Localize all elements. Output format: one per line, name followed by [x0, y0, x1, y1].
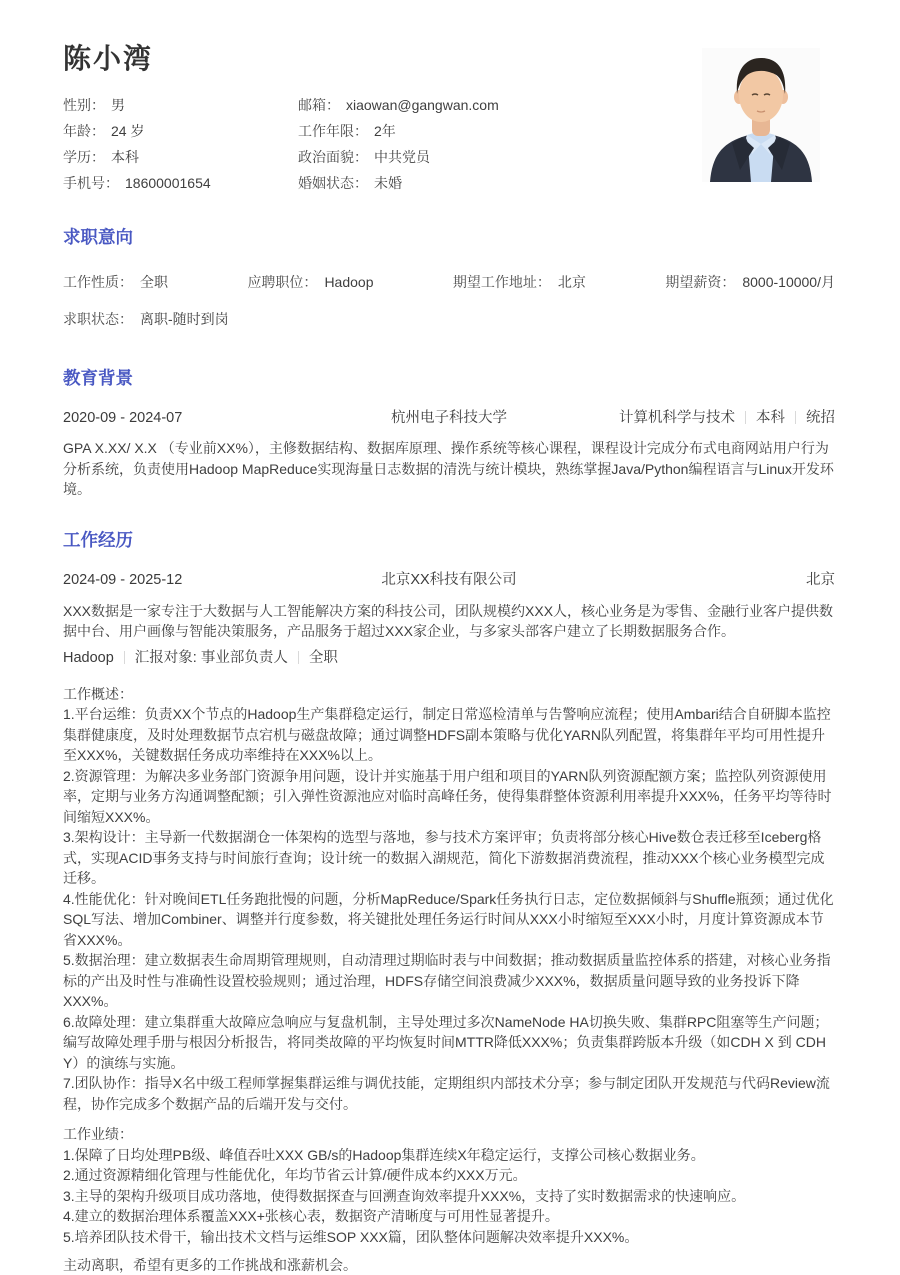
leave-reason: 主动离职，希望有更多的工作挑战和涨薪机会。 — [63, 1257, 357, 1273]
work-meta-line — [63, 649, 835, 667]
education-period: 2020-09 - 2024-07 — [63, 410, 183, 426]
work-report-to: 汇报对象: 事业部负责人 — [134, 649, 288, 666]
candidate-name: 陈小湾 — [63, 43, 154, 74]
work-entry-row — [63, 571, 835, 589]
job-intent-title: 求职意向 — [63, 227, 133, 247]
company-intro: XXX数据是一家专注于大数据与人工智能解决方案的科技公司，团队规模约XXX人，核心业务是为零售、金融行业客户提供数据中台、用户画像与智能决策服务，产品服务于超过XXX家企业，与多家头部客户建立了长期数据服务合作。 — [63, 602, 834, 639]
overview-item: 4.性能优化：针对晚间ETL任务跑批慢的问题，分析MapReduce/Spark任务执行日志，定位数据倾斜与Shuffle瓶颈；通过优化SQL写法、增加Combiner、调整并行度参数，将关键批处理任务运行时间从XXX小时缩短至XXX小时，月度计算资源成本节省XXX%。 — [63, 890, 834, 948]
intent-position: 应聘职位： Hadoop — [247, 274, 374, 290]
work-overview-heading: 工作概述： — [63, 685, 133, 702]
education-degree: 本科 — [756, 410, 785, 426]
work-company: 北京XX科技有限公司 — [381, 571, 517, 588]
work-job-type: 全职 — [308, 649, 338, 666]
separator — [124, 651, 125, 664]
education-title: 教育背景 — [63, 368, 133, 388]
section-education — [63, 368, 835, 500]
section-job-intent — [63, 227, 835, 328]
work-achievements-block — [63, 1124, 835, 1247]
work-period: 2024-09 - 2025-12 — [63, 571, 183, 588]
intent-job-nature: 工作性质： 全职 — [63, 274, 168, 290]
overview-item: 6.故障处理：建立集群重大故障应急响应与复盘机制，主导处理过多次NameNode HA切换失败、集群RPC阻塞等生产问题；编写故障处理手册与根因分析报告，将同类故障的平均恢复时间MTTR降低XXX%；负责集群跨版本升级（如CDH X 到 CDH Y）的演练与实施。 — [63, 1013, 829, 1071]
resume-header — [63, 42, 835, 192]
portrait-illustration — [702, 48, 820, 182]
info-phone: 手机号： 18600001654 — [63, 175, 211, 191]
intent-salary: 期望薪资： 8000-10000/月 — [665, 274, 835, 290]
info-experience-years: 工作年限： 2年 — [298, 123, 396, 139]
work-position: Hadoop — [63, 649, 114, 666]
info-age: 年龄： 24 岁 — [63, 123, 145, 139]
achievement-item: 5.培养团队技术骨干，输出技术文档与运维SOP XXX篇，团队整体问题解决效率提升XXX%。 — [63, 1228, 639, 1245]
education-entry-row — [63, 409, 835, 427]
achievement-item: 1.保障了日均处理PB级、峰值吞吐XXX GB/s的Hadoop集群连续X年稳定运行，支撑公司核心数据业务。 — [63, 1146, 705, 1163]
work-achievements-heading: 工作业绩： — [63, 1126, 133, 1142]
overview-item: 5.数据治理：建立数据表生命周期管理规则，自动清理过期临时表与中间数据；推动数据质量监控体系的搭建，对核心业务指标的产出及时性与准确性设置校验规则；通过治理，HDFS存储空间浪费减少XXX%，数据质量问题导致的业务投诉下降XXX%。 — [63, 952, 831, 1009]
achievement-item: 3.主导的架构升级项目成功落地，使得数据探查与回溯查询效率提升XXX%，支持了实时数据需求的快速响应。 — [63, 1187, 746, 1204]
info-marital-status: 婚姻状态： 未婚 — [298, 175, 402, 191]
education-major: 计算机科学与技术 — [619, 410, 735, 426]
intent-location: 期望工作地址： 北京 — [452, 274, 586, 290]
info-political-status: 政治面貌： 中共党员 — [298, 149, 430, 165]
education-description: GPA X.XX/ X.X （专业前XX%），主修数据结构、数据库原理、操作系统等核心课程，课程设计完成分布式电商网站用户行为分析系统，负责使用Hadoop MapReduce实现海量日志数据的清洗与统计模块，熟练掌握Java/Python编程语言与Linux开发环境。 — [63, 440, 834, 497]
overview-item: 1.平台运维：负责XX个节点的Hadoop生产集群稳定运行，制定日常巡检清单与告警响应流程；使用Ambari结合自研脚本监控集群健康度，及时处理数据节点宕机与磁盘故障；通过调整HDFS副本策略与优化YARN队列配置，将集群年平均可用性提升至XXX%，关键数据任务成功率维持在XXX%以上。 — [63, 706, 831, 763]
section-work-experience — [63, 530, 835, 1275]
profile-photo — [702, 48, 820, 182]
work-location: 北京 — [806, 571, 835, 588]
overview-item: 2.资源管理：为解决多业务部门资源争用问题，设计并实施基于用户组和项目的YARN队列资源配额方案；监控队列资源使用率，定期与业务方沟通调整配额；引入弹性资源池应对临时高峰任务，使得集群整体资源利用率提升XXX%，任务平均等待时间缩短XXX%。 — [63, 767, 832, 825]
achievement-item: 4.建立的数据治理体系覆盖XXX+张核心表，数据资产清晰度与可用性显著提升。 — [63, 1208, 559, 1224]
work-title: 工作经历 — [63, 529, 133, 550]
intent-status: 求职状态： 离职-随时到岗 — [63, 311, 229, 327]
job-intent-status-row — [63, 311, 835, 328]
overview-item: 7.团队协作：指导X名中级工程师掌握集群运维与调优技能，定期组织内部技术分享；参与制定团队开发规范与代码Review流程，协作完成多个数据产品的后端开发与交付。 — [63, 1075, 830, 1112]
info-education-level: 学历： 本科 — [63, 149, 139, 165]
achievement-item: 2.通过资源精细化管理与性能优化，年均节省云计算/硬件成本约XXX万元。 — [63, 1167, 527, 1183]
overview-item: 3.架构设计：主导新一代数据湖仓一体架构的选型与落地，参与技术方案评审；负责将部分核心Hive数仓表迁移至Iceberg格式，实现ACID事务支持与时间旅行查询；设计统一的数据入湖规范，简化下游数据消费流程，推动XXX个核心业务模型完成迁移。 — [63, 829, 825, 886]
work-overview-block — [63, 684, 835, 1115]
job-intent-row — [63, 274, 835, 291]
education-school: 杭州电子科技大学 — [391, 410, 507, 426]
separator — [298, 651, 299, 664]
education-enroll-type: 统招 — [806, 410, 835, 426]
info-gender: 性别： 男 — [63, 97, 125, 113]
info-email: 邮箱： xiaowan@gangwan.com — [298, 97, 499, 113]
profile-info-grid — [63, 97, 683, 192]
